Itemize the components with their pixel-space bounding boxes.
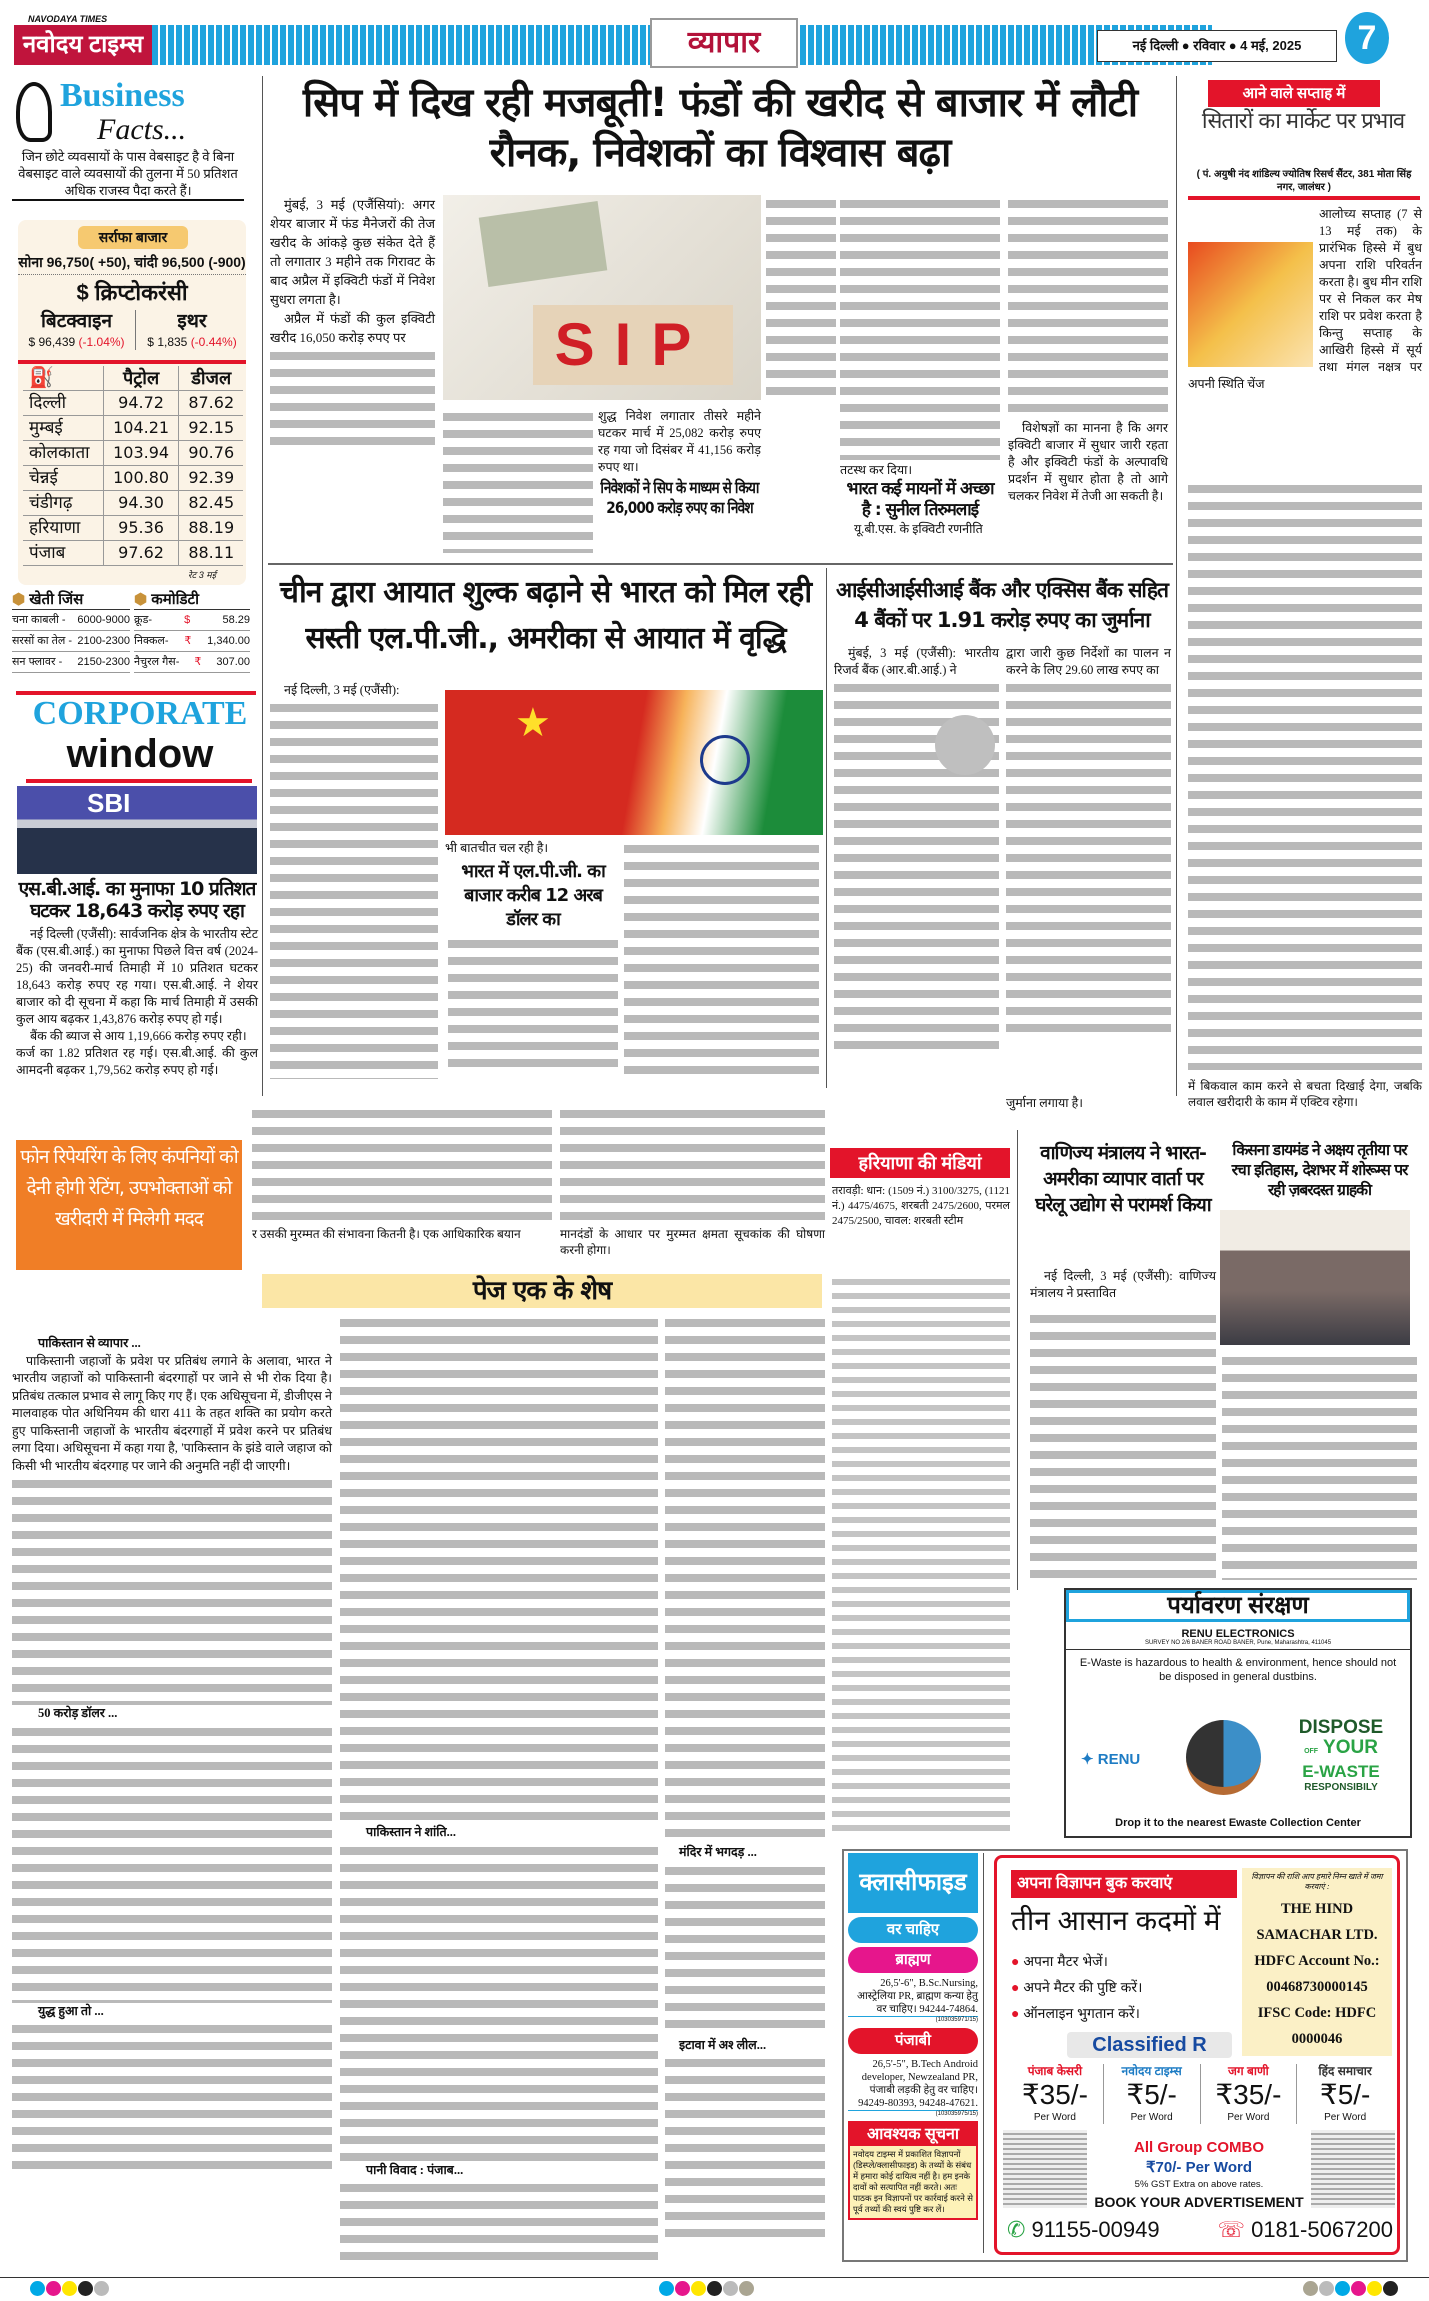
english-name: NAVODAYA TIMES [28, 14, 108, 24]
astro-intro: आलोच्य सप्ताह (7 से 13 मई तक) के प्रारंभिक हिस्से में बुध अपना राशि परिवर्तन करता है। बुध मीन राशि पर से निकल कर मेष राशि पर प्रवेश करता है किन्तु सप्ताह के आखिरी हिस्से में सूर्य तथा मंगल नक्षत्र पर अपनी स्थिति चेंज [1188, 207, 1422, 391]
book-your-ad: BOOK YOUR ADVERTISEMENT [1094, 2194, 1304, 2210]
color-dots [0, 2281, 1429, 2301]
sbi-para: बैंक की ब्याज से आय 1,19,666 करोड़ रुपए रही। [30, 1029, 247, 1043]
astro-title: सितारों का मार्केट पर प्रभाव [1201, 109, 1405, 134]
paper-name: हिंद समाचार [1318, 2064, 1372, 2078]
kheti-cell: चना काबली - [12, 614, 66, 626]
fuel-row [23, 491, 243, 516]
fuel-row [23, 466, 243, 491]
fuel-row [23, 391, 243, 416]
text-block [560, 1105, 825, 1223]
commodity-title-text: कमोडिटी [151, 591, 199, 608]
kheti-row [12, 652, 130, 673]
dollar-icon: $ [76, 280, 95, 305]
kheti-cell: 6000-9000 [77, 614, 130, 626]
corporate-title-2: window [66, 732, 214, 776]
ad-code: (103035975/15) [848, 2110, 978, 2117]
crypto-name: बिटक्वाइन [40, 311, 113, 332]
corporate-title-1: CORPORATE [32, 695, 248, 732]
continued-subhead: 50 करोड़ डॉलर ... [38, 1706, 118, 1720]
paper-name: जग बाणी [1228, 2064, 1269, 2078]
renu-logo-text: RENU [1097, 1751, 1141, 1768]
text-block [12, 2020, 332, 2170]
slogan-line: RESPONSIBILY [1304, 1782, 1378, 1793]
rbi-logo [935, 715, 995, 775]
kisna-headline: किसना डायमंड ने अक्षय तृतीया पर रचा इतिहास, देशभर में शोरूम्स पर रही ज़बरदस्त ग्राहकी [1231, 1141, 1408, 1199]
phone-tail-2: मानदंडों के आधार पर मुरम्मत क्षमता सूचकांक की घोषणा करनी होगा। [560, 1227, 825, 1257]
icici-col-1 [834, 645, 999, 1049]
header-petrol: पैट्रोल [103, 366, 179, 391]
notice-title: आवश्यक सूचना [850, 2123, 976, 2146]
text-block [832, 1275, 1010, 1835]
diesel-price: 92.39 [179, 466, 243, 491]
slogan-your: YOUR [1323, 1737, 1378, 1758]
kheti-row [12, 631, 130, 652]
astro-end: में बिकवाल काम करने से बचता दिखाई देगा, जबकि लवाल खरीदारी के काम में एक्टिव रहेगा। [1188, 1079, 1422, 1109]
lpg-caption-line: भी बातचीत चल रही है। [445, 841, 549, 855]
commodity-cell: नैचुरल गैस- [134, 656, 180, 668]
sarafa-label: सर्राफा बाजार [78, 226, 188, 249]
lead-headline: सिप में दिख रही मजबूती! फंडों की खरीद से बाजार में लौटी रौनक, निवेशकों का विश्वास बढ़ा [302, 80, 1138, 176]
red-rule [18, 360, 246, 364]
crypto-quote: $ 96,439 (-1.04%) [28, 335, 125, 349]
kheti-title-text: खेती जिंस [29, 591, 84, 608]
sbi-photo [17, 786, 257, 874]
page-one-banner: पेज एक के शेष [262, 1274, 822, 1308]
phone-icon: ☏ [1217, 2217, 1252, 2242]
fuel-row [23, 416, 243, 441]
crypto-ether [138, 310, 246, 350]
fuel-table [23, 366, 243, 566]
currency-notes [479, 201, 608, 287]
kheti-icon: ⬢ [12, 591, 30, 608]
slogan-line: E-WASTE [1302, 1762, 1380, 1781]
booking-step [1011, 1974, 1237, 2000]
crypto-title [18, 280, 246, 306]
business-facts [12, 77, 244, 198]
chakra-icon [700, 735, 750, 785]
step-text: ऑनलाइन भुगतान करें। [1023, 2005, 1140, 2021]
icici-para: द्वारा जारी कुछ निर्देशों का पालन न करने के लिए 29.60 लाख रुपए का [1006, 646, 1171, 677]
slogan-line [1276, 1738, 1406, 1762]
masthead [0, 0, 1429, 72]
petrol-price: 100.80 [103, 466, 179, 491]
fuel-header [23, 366, 243, 391]
commodity-box [134, 590, 250, 673]
renu-star-icon: ✦ [1081, 1751, 1098, 1768]
commodity-cell: ₹ [184, 635, 192, 647]
classified-title: क्लासीफाइड [848, 1853, 978, 1913]
column-rule [262, 76, 263, 1096]
text-block [12, 1723, 332, 2003]
lead-para: शुद्ध निवेश लगातार तीसरे महीने घटकर मार्च में 25,082 करोड़ रुपए रह गया जो दिसंबर में 41,156 करोड़ रुपए था। [598, 409, 761, 474]
city: चेन्नई [23, 466, 103, 491]
commodity-cell: क्रूड- [134, 614, 152, 626]
city: दिल्ली [23, 391, 103, 416]
fuel-row [23, 516, 243, 541]
lpg-headline: चीन द्वारा आयात शुल्क बढ़ाने से भारत को मिल रही सस्ती एल.पी.जी., अमरीका से आयात में वृद्धि [279, 575, 812, 656]
continued-subhead: युद्ध हुआ तो ... [38, 2003, 104, 2018]
astro-byline: ( पं. अयुषी नंद शांडिल्य ज्योतिष रिसर्च सैंटर, 381 मोता सिंह नगर, जालंधर ) [1188, 168, 1420, 200]
bank-detail: 00468730000145 [1266, 1979, 1368, 1995]
paper-name: पंजाब केसरी [1027, 2064, 1083, 2078]
date-line: नई दिल्ली ● रविवार ● 4 मई, 2025 [1097, 30, 1337, 62]
mandi-title: हरियाणा की मंडियां [830, 1148, 1010, 1178]
diesel-price: 92.15 [179, 416, 243, 441]
continued-subhead: पाकिस्तान से व्यापार ... [38, 1336, 141, 1350]
commodity-cell: 1,340.00 [207, 635, 250, 647]
ewaste-footer: Drop it to the nearest Ewaste Collection Center [1115, 1817, 1361, 1829]
crypto-bitcoin [18, 310, 136, 350]
vanijya-dateline: नई दिल्ली, 3 मई (एजैंसी): वाणिज्य मंत्रालय ने प्रस्तावित [1030, 1269, 1216, 1300]
combo-price: ₹70/- Per Word [1146, 2159, 1252, 2176]
notice-text: नवोदय टाइम्स में प्रकाशित विज्ञापनों (डिस्प्ले/क्लासीफाइड) के तथ्यों के संबंध में हमारा कोई दायित्व नहीं है। हम इनके दावों को सत्यापित नहीं करते। अतः पाठक इन विज्ञापनों पर कार्रवाई करने से पूर्व तथ्यों की स्वयं पुष्टि कर लें। [853, 2149, 973, 2214]
icici-col-2 [1006, 645, 1171, 1039]
crypto-name: इथर [177, 311, 207, 332]
phone-headline: फोन रिपेयरिंग के लिए कंपनियों को देनी होगी रेटिंग, उपभोक्ताओं को खरीदारी में मिलेगी मदद [16, 1140, 242, 1270]
kisna-photo [1220, 1210, 1410, 1345]
fuel-pump-icon: ⛽ [23, 366, 103, 391]
diesel-price: 88.19 [179, 516, 243, 541]
rates-title: Classified R [1067, 2032, 1232, 2058]
commodity-icon: ⬢ [134, 591, 152, 608]
market-box [18, 220, 246, 585]
section-tab: व्यापार [650, 18, 798, 68]
rate-card [1296, 2064, 1393, 2124]
lead-subhead-1: निवेशकों ने सिप के माध्यम से किया 26,000 करोड़ रुपए का निवेश [600, 478, 759, 517]
text-block [340, 1314, 658, 1824]
lead-col-3 [598, 408, 761, 518]
whatsapp-number: 91155-00949 [1031, 2217, 1160, 2242]
per-word: Per Word [1033, 2112, 1076, 2123]
sbi-headline: एस.बी.आई. का मुनाफा 10 प्रतिशत घटकर 18,643 करोड़ रुपए रहा [18, 878, 256, 922]
commodity-row [134, 652, 250, 673]
commodity-title [134, 590, 250, 610]
lpg-dateline: नई दिल्ली, 3 मई (एजैंसी): [284, 683, 400, 697]
booking-step [1011, 2000, 1237, 2026]
sip-image [443, 195, 761, 400]
rate-price: ₹35/- [1021, 2079, 1088, 2110]
bank-note: विज्ञापन की राशि आप हमारे निम्न खाते में जमा करवाएं : [1251, 1872, 1383, 1891]
lead-para: तटस्थ कर दिया। [840, 463, 913, 477]
icici-headline: आईसीआईसीआई बैंक और एक्सिस बैंक सहित 4 बैंकों पर 1.91 करोड़ रुपए का जुर्माना [836, 578, 1168, 632]
notice-box [848, 2121, 978, 2220]
slogan-off: OFF [1304, 1748, 1319, 1755]
text-block [1188, 480, 1422, 1070]
kheti-cell: 2100-2300 [77, 635, 130, 647]
rate-price: ₹5/- [1319, 2079, 1371, 2110]
page-one-col-2 [340, 1314, 658, 2264]
rate-card [1103, 2064, 1200, 2124]
vanijya-headline: वाणिज्य मंत्रालय ने भारत-अमरीका व्यापार वार्ता पर घरेलू उद्योग से परामर्श किया [1035, 1142, 1211, 1216]
lead-col-5-end: विशेषज्ञों का मानना है कि अगर इक्विटी बाजार में सुधार जारी रहता है और इक्विटी फंडों के अल्पावधि प्रदर्शन में सुधार होता है तो आगे चलकर निवेश में तेजी आ सकती है। [1008, 421, 1168, 503]
text-block [665, 1862, 825, 2037]
petrol-price: 95.36 [103, 516, 179, 541]
continued-subhead: पानी विवाद : पंजाब... [366, 2162, 464, 2177]
text-block [624, 840, 819, 1075]
dots-center [659, 2281, 755, 2301]
head-icon [16, 82, 52, 142]
crypto-change: (-0.44%) [190, 335, 237, 349]
lead-para: यू.बी.एस. के इक्विटी रणनीति [854, 522, 983, 536]
facts-text: जिन छोटे व्यवसायों के पास वेबसाइट है वे बिना वेबसाइट वाले व्यवसायों की तुलना में 50 प्रतिशत अधिक राजस्व पैदा करते हैं। [12, 148, 244, 201]
column-rule [1017, 1130, 1018, 1590]
commodity-cell: ₹ [194, 656, 202, 668]
fuel-note: रेट 3 मई [188, 570, 217, 580]
diesel-price: 82.45 [179, 491, 243, 516]
petrol-price: 94.72 [103, 391, 179, 416]
ewaste-message: E-Waste is hazardous to health & environment, hence should not be disposed in general dustbins. [1079, 1657, 1397, 1683]
commodity-cell: $ [184, 614, 191, 626]
classified-ad: 26,5'-6", B.Sc.Nursing, आस्ट्रेलिया PR, ब्राह्मण कन्या हेतु वर चाहिए। 94244-74864. [857, 1978, 978, 2015]
text-block [448, 935, 618, 1075]
petrol-price: 97.62 [103, 541, 179, 566]
city: चंडीगढ़ [23, 491, 103, 516]
diesel-price: 88.11 [179, 541, 243, 566]
city: पंजाब [23, 541, 103, 566]
text-block [840, 195, 1000, 460]
continued-para: पाकिस्तानी जहाजों के प्रवेश पर प्रतिबंध लगाने के अलावा, भारत ने भारतीय जहाजों को पाकिस्तानी बंदरगाहों पर जाने से भी रोक दिया है। प्रतिबंध तत्काल प्रभाव से लागू किए गए हैं। एक अधिसूचना में, डीजीएस ने मालवाहक पोत अधिनियम की धारा 411 के तहत शक्ति का प्रयोग करते हुए पाकिस्तानी जहाजों के भारतीय बंदरगाहों में प्रवेश करने पर प्रतिबंध लगा दिया। अधिसूचना में कहा गया है, 'पाकिस्तान के झंडे वाले जहाज को किसी भी भारतीय बंदरगाह पर जाने की अनुमति नहीं दी जाएगी। [12, 1353, 332, 1473]
lpg-col-1 [270, 682, 438, 1079]
bank-detail: IFSC Code: HDFC [1257, 2005, 1377, 2021]
facts-title-1: Business [60, 77, 185, 114]
tag-brahman: ब्राह्मण [848, 1947, 978, 1973]
crypto-value: 1,835 [157, 335, 188, 349]
crypto-value: 96,439 [38, 335, 76, 349]
text-block [252, 1105, 552, 1223]
commodity-row [134, 631, 250, 652]
bank-box [1242, 1868, 1392, 2056]
renu-logo [1081, 1750, 1140, 1768]
gst-note: 5% GST Extra on above rates. [1134, 2179, 1264, 2190]
petrol-price: 104.21 [103, 416, 179, 441]
text-block [665, 2054, 825, 2244]
lead-para: अप्रैल में फंडों की कुल इक्विटी खरीद 16,050 करोड़ रुपए पर [270, 311, 435, 345]
column-rule [983, 1853, 984, 2253]
facts-title-2: Facts... [97, 113, 187, 146]
classified-column [848, 1853, 978, 2220]
bullet-icon: ● [1011, 1979, 1024, 1995]
icici-dateline: मुंबई, 3 मई (एजैंसी): भारतीय रिजर्व बैंक (आर.बी.आई.) ने [834, 646, 999, 677]
rates-row [1007, 2064, 1393, 2124]
text-block [1030, 1310, 1216, 1580]
kheti-box [12, 590, 130, 673]
lead-subhead-2: भारत कई मायनों में अच्छा है : सुनील तिरुमलाई [846, 479, 994, 520]
booking-steps [1011, 1948, 1237, 2026]
bullet-icon: ● [1011, 1953, 1024, 1969]
lead-para: मुंबई, 3 मई (एजैंसियां): अगर शेयर बाजार में फंड मैनेजरों की तेज खरीद के आंकड़े कुछ संकेत देते हैं तो लगातार 3 महीने तक गिरावट के बाद अप्रैल में इक्विटी फंडों में निवेश सुधरा लगता है। [270, 197, 435, 307]
fuel-row [23, 541, 243, 566]
sip-blocks: SIP [533, 305, 733, 385]
booking-title: तीन आसान कदमों में [1011, 1905, 1221, 1936]
bullet-icon: ● [1011, 2005, 1024, 2021]
combo: All Group COMBO [1134, 2139, 1264, 2156]
diesel-price: 87.62 [179, 391, 243, 416]
text-block [1006, 679, 1171, 1039]
header-diesel: डीजल [179, 366, 243, 391]
astro-tag: आने वाले सप्ताह में [1208, 80, 1380, 107]
per-word: Per Word [1130, 2112, 1173, 2123]
diesel-price: 90.76 [179, 441, 243, 466]
commodity-cell: 307.00 [216, 656, 250, 668]
red-rule [26, 779, 252, 783]
step-text: अपना मैटर भेजें। [1023, 1953, 1108, 1969]
phone-number: 0181-5067200 [1251, 2217, 1393, 2242]
astro-image [1188, 242, 1313, 367]
city: मुम्बई [23, 416, 103, 441]
sbi-body [16, 926, 258, 1079]
logo: नवोदय टाइम्स [14, 25, 152, 65]
ewaste-ad [1064, 1588, 1412, 1838]
crypto-quote: $ 1,835 (-0.44%) [147, 335, 237, 349]
text-block [665, 1314, 825, 1844]
text-block [1008, 195, 1168, 417]
phone-contact [1217, 2216, 1393, 2244]
text-block [443, 408, 593, 553]
bank-detail: THE HIND [1280, 1901, 1354, 1917]
city: कोलकाता [23, 441, 103, 466]
icici-end: जुर्माना लगाया है। [1006, 1096, 1084, 1110]
fuel-row [23, 441, 243, 466]
kheti-cell: सन फ्लावर - [12, 656, 63, 668]
step-text: अपने मैटर की पुष्टि करें। [1023, 1979, 1143, 1995]
dots-right [1303, 2281, 1399, 2301]
sbi-para: नई दिल्ली (एजैंसी): सार्वजनिक क्षेत्र के भारतीय स्टेट बैंक (एस.बी.आई.) का मुनाफा पिछले वित्त वर्ष (2024-25) की जनवरी-मार्च तिमाही में 10 प्रतिशत घटकर 18,643 करोड़ रुपए रह गया। एस.बी.आई. ने शेयर बाजार को दी सूचना में कहा कि मार्च तिमाही में उसकी कुल आय बढ़कर 1,43,876 करोड़ रुपए हो गई। [16, 927, 258, 1026]
petrol-price: 94.30 [103, 491, 179, 516]
column-rule [1176, 76, 1177, 1096]
ewaste-address: SURVEY NO 2/6 BANER ROAD BANER, Pune, Maharashtra, 411045 [1066, 1640, 1410, 1650]
continued-subhead: मंदिर में भगदड़ ... [679, 1845, 757, 1859]
globe-hands-icon [1186, 1720, 1261, 1795]
lpg-subhead: भारत में एल.पी.जी. का बाजार करीब 12 अरब डॉलर का [461, 861, 605, 930]
dots-left [30, 2281, 110, 2301]
commodity-row [134, 610, 250, 631]
ewaste-slogan [1276, 1718, 1406, 1794]
slogan-line: DISPOSE [1298, 1717, 1384, 1738]
crypto-change: (-1.04%) [78, 335, 125, 349]
continued-subhead: पाकिस्तान ने शांति... [366, 1825, 457, 1839]
text-block [1222, 1352, 1417, 1580]
mandi-first-line: तरावड़ी: धान: (1509 नं.) 3100/3275, (1121 नं.) 4475/4675, शरबती 2475/2600, परमल 2475/2500, चावल: शरबती स्टीम [832, 1185, 1010, 1227]
per-word: Per Word [1324, 2112, 1367, 2123]
star-icon: ★ [515, 701, 551, 745]
bank-detail: 0000046 [1291, 2031, 1343, 2047]
per-word: Per Word [1227, 2112, 1270, 2123]
tag-var-chahiye: वर चाहिए [848, 1917, 978, 1943]
color-registration-bar [0, 2277, 1429, 2278]
ewaste-company: RENU ELECTRONICS [1181, 1628, 1295, 1640]
paper-name: नवोदय टाइम्स [1121, 2064, 1182, 2078]
kheti-row [12, 610, 130, 631]
flags-image [445, 690, 823, 835]
text-block [12, 1475, 332, 1705]
whatsapp-icon: ✆ [1007, 2217, 1032, 2242]
sample-page-right [1311, 2130, 1395, 2208]
continued-subhead: इटावा में अश्‍ लील... [679, 2037, 767, 2052]
text-block [270, 699, 438, 1079]
phone-tail-1: र उसकी मुरम्मत की संभावना कितनी है। एक आधिकारिक बयान [252, 1227, 521, 1241]
booking-ad [994, 1855, 1400, 2255]
commodity-cell: निक्कल- [134, 635, 169, 647]
kheti-title [12, 590, 130, 610]
text-block [340, 2179, 658, 2264]
bank-detail: SAMACHAR LTD. [1256, 1927, 1378, 1943]
text-block [340, 1842, 658, 2162]
contact-row [1007, 2216, 1393, 2244]
sbi-logo-text: SBI [87, 788, 131, 818]
astro-intro-wrap [1188, 206, 1422, 393]
page-one-col-3 [665, 1314, 825, 2244]
text-block [766, 195, 836, 400]
sample-page-left [1003, 2130, 1087, 2208]
sarafa-rates: सोना 96,750( +50), चांदी 96,500 (-900) [18, 253, 246, 275]
text-block [270, 347, 435, 447]
rate-price: ₹5/- [1126, 2079, 1177, 2110]
crypto-title-text: क्रिप्टोकरंसी [94, 280, 188, 305]
city: हरियाणा [23, 516, 103, 541]
kheti-cell: सरसों का तेल - [12, 635, 73, 647]
booking-step [1011, 1948, 1237, 1974]
page-one-col-1 [12, 1335, 332, 2170]
page-number: 7 [1345, 12, 1389, 64]
column-rule [826, 568, 827, 1088]
rate-card [1200, 2064, 1297, 2124]
classified-ad: 26,5'-5", B.Tech Android developer, Newzealand PR, पंजाबी लड़की हेतु वर चाहिए। 94249-80393, 94248-47621. [858, 2059, 978, 2109]
booking-tag: अपना विज्ञापन बुक करवाएं [1011, 1870, 1237, 1898]
tag-punjabi: पंजाबी [848, 2028, 978, 2054]
rate-card [1007, 2064, 1103, 2124]
rate-price: ₹35/- [1215, 2079, 1282, 2110]
whatsapp-contact [1007, 2216, 1160, 2244]
lead-col-4-end [840, 462, 1000, 538]
ewaste-title: पर्यावरण संरक्षण [1066, 1590, 1410, 1622]
lead-col-1 [270, 195, 435, 447]
ad-code: (103035971/15) [848, 2016, 978, 2023]
sbi-para: कर्ज का 1.82 प्रतिशत रह गई। एस.बी.आई. की कुल आमदनी बढ़कर 1,79,562 करोड़ रुपए हो गई। [16, 1046, 258, 1077]
commodity-cell: 58.29 [222, 614, 250, 626]
section-rule [268, 563, 1173, 565]
bank-detail: HDFC Account No.: [1254, 1953, 1380, 1969]
petrol-price: 103.94 [103, 441, 179, 466]
kheti-cell: 2150-2300 [77, 656, 130, 668]
